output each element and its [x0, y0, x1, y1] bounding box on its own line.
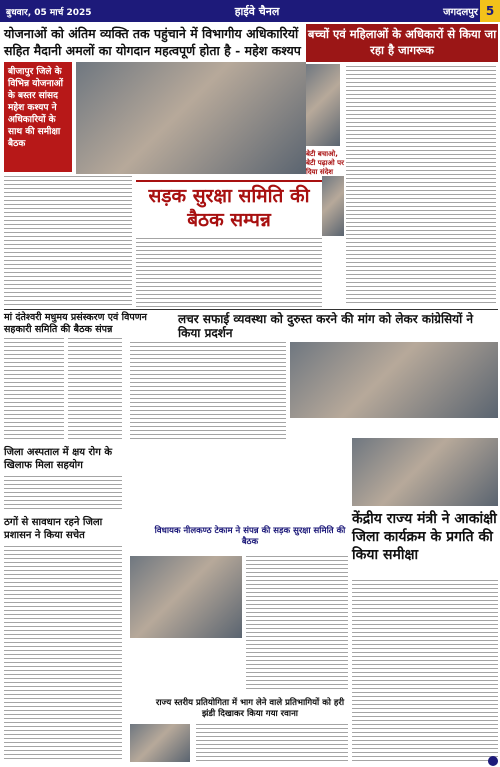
story3-rule [136, 180, 322, 182]
story8-photo [130, 556, 242, 638]
story10-headline: राज्य स्तरीय प्रतियोगिता में भाग लेने वाले प्रतिभागियों को हरी झंडी दिखाकर किया गया रवाना [155, 698, 345, 719]
masthead-paper-name: हाईवे चैनल [234, 4, 280, 18]
story3-photo [322, 176, 344, 236]
story3-body-text [136, 238, 322, 308]
story2-side-photo [306, 64, 340, 146]
story1-headline-line2: सहित मैदानी अमलों का योगदान महत्वपूर्ण होता है - महेश कश्यप [4, 43, 301, 58]
story7-body-text [4, 546, 122, 762]
story3-headline: सड़क सुरक्षा समिति की बैठक सम्पन्न [148, 185, 310, 231]
masthead-date: बुधवार, 05 मार्च 2025 [6, 7, 92, 18]
story1-headline [4, 25, 304, 59]
story5-photo [290, 342, 498, 418]
story4-headline: मां दंतेश्वरी मधुमय प्रसंस्करण एवं विपणन सहकारी समिति की बैठक संपन्न [4, 312, 147, 335]
page-ornament-icon [488, 756, 498, 766]
masthead [0, 0, 500, 22]
story10-body-text [196, 724, 348, 762]
story9-headline: केंद्रीय राज्य मंत्री ने आकांक्षी जिला कार्यक्रम के प्रगति की किया समीक्षा [352, 511, 497, 563]
story2-headline: बच्चों एवं महिलाओं के अधिकारों से किया जा रहा है जागरूक [306, 24, 498, 62]
story2-body-text [346, 66, 496, 306]
story4-body-text-col1 [4, 338, 64, 442]
story9-body-text [352, 580, 498, 762]
section-divider [4, 309, 498, 310]
story10-photo [130, 724, 190, 762]
story8-body-text [246, 556, 348, 690]
story2-side-caption: बेटी बचाओ, बेटी पढ़ाओ पर दिया संदेश [306, 150, 344, 176]
story1-body-text [4, 176, 132, 308]
masthead-city: जगदलपुर [443, 7, 478, 18]
story1-photo [76, 62, 306, 174]
story8-headline: विधायक नीलकण्ठ टेकाम ने संपन्न की सड़क सुरक्षा समिति की बैठक [154, 526, 346, 547]
page-number: 5 [480, 0, 500, 22]
story7-headline: ठगों से सावधान रहने जिला प्रशासन ने किया सचेत [4, 517, 103, 541]
story6-body-text [4, 476, 122, 512]
story4-body-text-col2 [68, 338, 122, 442]
story5-body-text [130, 342, 286, 442]
story1-headline-line1: योजनाओं को अंतिम व्यक्ति तक पहुंचाने में विभागीय अधिकारियों [4, 26, 299, 41]
story6-headline: जिला अस्पताल में क्षय रोग के खिलाफ मिला सहयोग [4, 447, 113, 471]
story1-sidebox: बीजापुर जिले के विभिन्न योजनाओं के बस्तर सांसद महेश कश्यप ने अधिकारियों के साथ की समीक्षा बैठक [4, 62, 72, 172]
story5-headline: लचर सफाई व्यवस्था को दुरुस्त करने की मांग को लेकर कांग्रेसियों ने किया प्रदर्शन [178, 312, 474, 340]
story9-photo [352, 438, 498, 506]
